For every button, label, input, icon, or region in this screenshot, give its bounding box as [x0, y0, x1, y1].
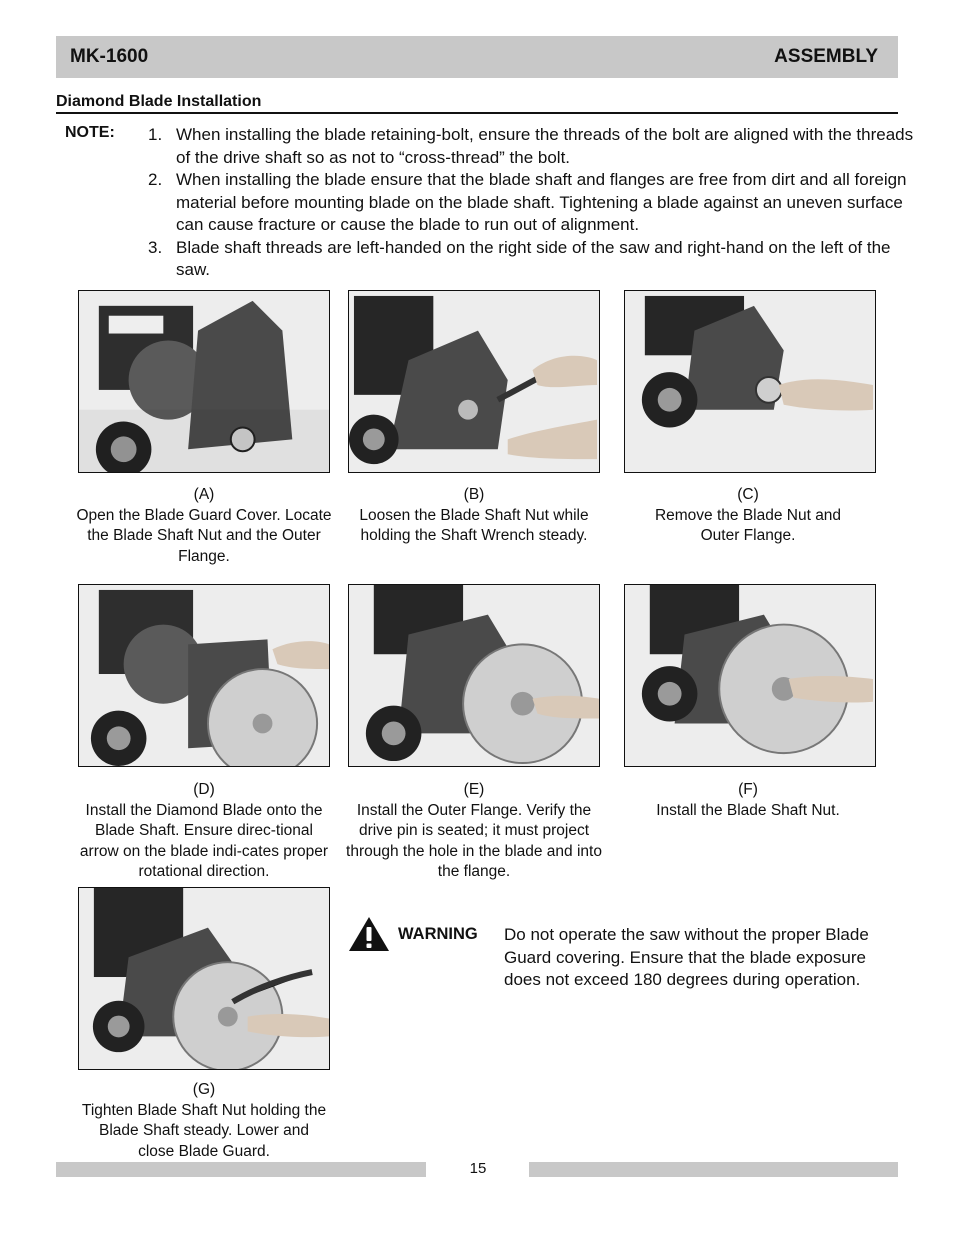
note-item	[148, 169, 918, 237]
step-label: (B)	[463, 486, 485, 503]
step-d-photo	[78, 584, 330, 767]
section-title: Diamond Blade Installation	[56, 93, 898, 114]
saw-illustration	[79, 291, 329, 472]
step-label: (C)	[737, 486, 759, 503]
note-number: 2.	[148, 170, 163, 189]
step-b-caption	[343, 485, 605, 547]
step-d-caption	[73, 780, 335, 883]
note-number: 3.	[148, 237, 163, 257]
note-number: 1.	[148, 125, 163, 144]
step-label: (A)	[193, 486, 215, 503]
step-text: Install the Blade Shaft Nut.	[656, 801, 840, 819]
note-label: NOTE:	[65, 124, 115, 141]
warning-text: Do not operate the saw without the proper Blade Guard covering. Ensure that the blade exposure does not exceed 180 degrees during operation.	[504, 925, 869, 989]
step-b-photo	[348, 290, 600, 473]
step-g-photo	[78, 887, 330, 1070]
note-text: When installing the blade retaining-bolt, ensure the threads of the bolt are aligned with the threads of the drive shaft so as not to “cross-thread” the bolt.	[176, 125, 914, 167]
section-name: ASSEMBLY	[774, 46, 878, 67]
step-text: Install the Outer Flange. Verify the drive pin is seated; it must project through the hole in the blade and into the flange.	[346, 801, 602, 880]
step-text: Loosen the Blade Shaft Nut while holding the Shaft Wrench steady.	[359, 506, 589, 544]
saw-illustration	[79, 888, 329, 1069]
step-label: (G)	[192, 1081, 216, 1098]
step-label: (F)	[738, 781, 758, 798]
footer-bar-left	[56, 1162, 426, 1177]
step-c-photo	[624, 290, 876, 473]
saw-illustration	[625, 585, 875, 766]
note-text: Blade shaft threads are left-handed on the right side of the saw and right-hand on the left of the saw.	[176, 237, 891, 279]
footer-bar-right	[529, 1162, 898, 1177]
step-e-caption	[343, 780, 605, 883]
step-label: (E)	[463, 781, 485, 798]
note-item	[148, 237, 918, 282]
saw-illustration	[349, 291, 599, 472]
step-c-caption	[617, 485, 879, 547]
saw-illustration	[349, 585, 599, 766]
step-text: Install the Diamond Blade onto the Blade Shaft. Ensure direc-tional arrow on the blade indi-cates proper rotational direction.	[79, 801, 329, 880]
step-a-photo	[78, 290, 330, 473]
step-a-caption	[73, 485, 335, 567]
step-text: Remove the Blade Nut and Outer Flange.	[654, 506, 842, 544]
step-f-caption	[617, 780, 879, 821]
step-text: Open the Blade Guard Cover. Locate the Blade Shaft Nut and the Outer Flange.	[76, 506, 332, 565]
note-list	[148, 124, 918, 282]
page-number: 15	[469, 1160, 487, 1177]
step-f-photo	[624, 584, 876, 767]
warning-label: WARNING	[398, 925, 478, 943]
step-g-caption	[73, 1080, 335, 1162]
saw-illustration	[625, 291, 875, 472]
step-text: Tighten Blade Shaft Nut holding the Blade Shaft steady. Lower and close Blade Guard.	[81, 1101, 327, 1160]
note-text: When installing the blade ensure that the blade shaft and flanges are free from dirt and all foreign material before mounting blade on the blade shaft. Tightening a blade against an uneven surface can cause fracture or cause the blade to run out of alignment.	[176, 170, 907, 234]
note-item	[148, 124, 918, 169]
saw-illustration	[79, 585, 329, 766]
warning-triangle-icon	[348, 916, 390, 952]
step-e-photo	[348, 584, 600, 767]
page-header	[56, 36, 898, 78]
step-label: (D)	[193, 781, 215, 798]
model-name: MK-1600	[70, 46, 149, 67]
